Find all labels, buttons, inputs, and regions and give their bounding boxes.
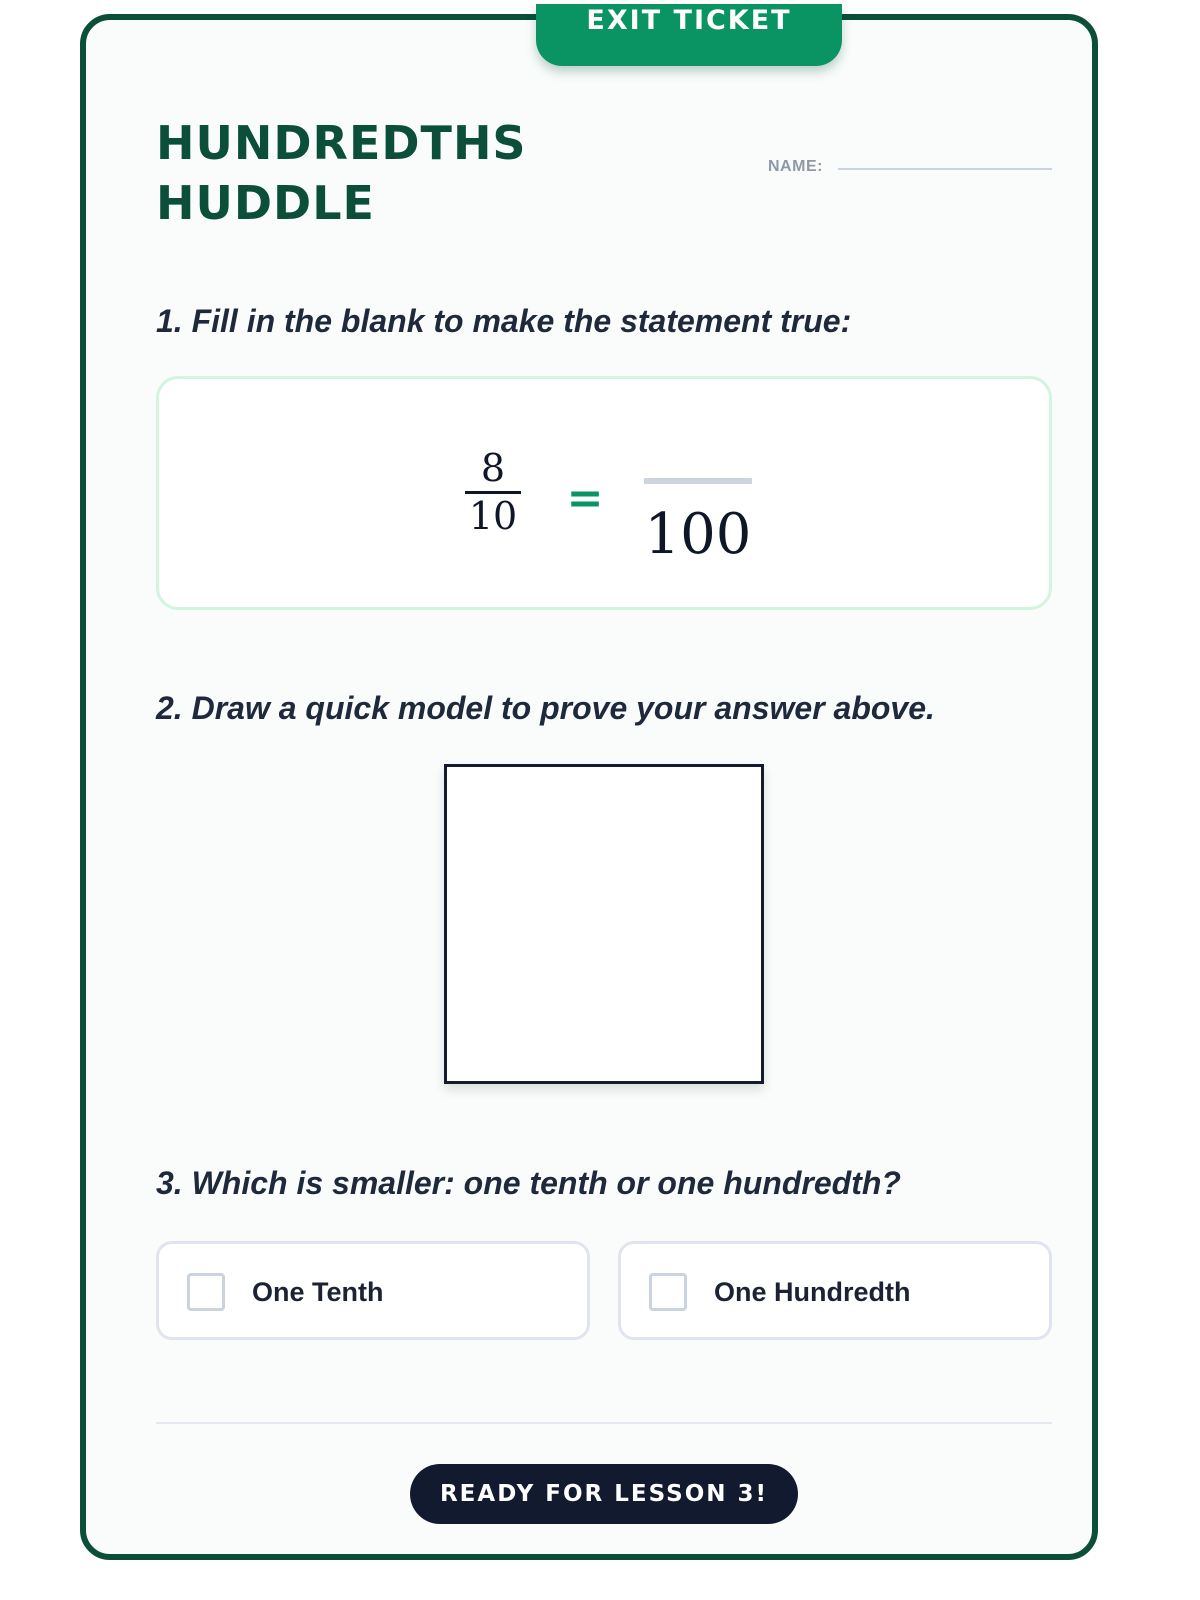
title-line-1: HUNDREDTHS <box>156 116 527 170</box>
numerator-answer-blank[interactable] <box>644 478 752 484</box>
question-1-prompt: 1. Fill in the blank to make the statement true: <box>156 303 852 339</box>
option-one-hundredth[interactable] <box>618 1241 1052 1340</box>
title-line-2: HUDDLE <box>156 176 375 230</box>
equals-sign: = <box>566 473 604 524</box>
checkbox-one-hundredth[interactable] <box>649 1273 687 1311</box>
exit-ticket-tab: EXIT TICKET <box>536 4 842 66</box>
checkbox-one-tenth[interactable] <box>187 1273 225 1311</box>
fraction-denominator: 10 <box>468 494 518 538</box>
footer-divider <box>156 1422 1052 1424</box>
name-label: NAME: <box>768 158 823 175</box>
fraction-numerator: 8 <box>480 446 506 490</box>
option-one-tenth[interactable] <box>156 1241 590 1340</box>
page-title <box>156 113 527 233</box>
question-2-prompt: 2. Draw a quick model to prove your answer above. <box>156 690 935 726</box>
ready-for-lesson-button[interactable]: READY FOR LESSON 3! <box>410 1464 798 1524</box>
option-label: One Hundredth <box>714 1277 911 1307</box>
name-input-line[interactable] <box>838 168 1052 170</box>
question-3-prompt: 3. Which is smaller: one tenth or one hundredth? <box>156 1165 901 1201</box>
option-label: One Tenth <box>252 1277 384 1307</box>
answer-denominator: 100 <box>644 502 752 567</box>
drawing-model-box[interactable] <box>444 764 764 1084</box>
